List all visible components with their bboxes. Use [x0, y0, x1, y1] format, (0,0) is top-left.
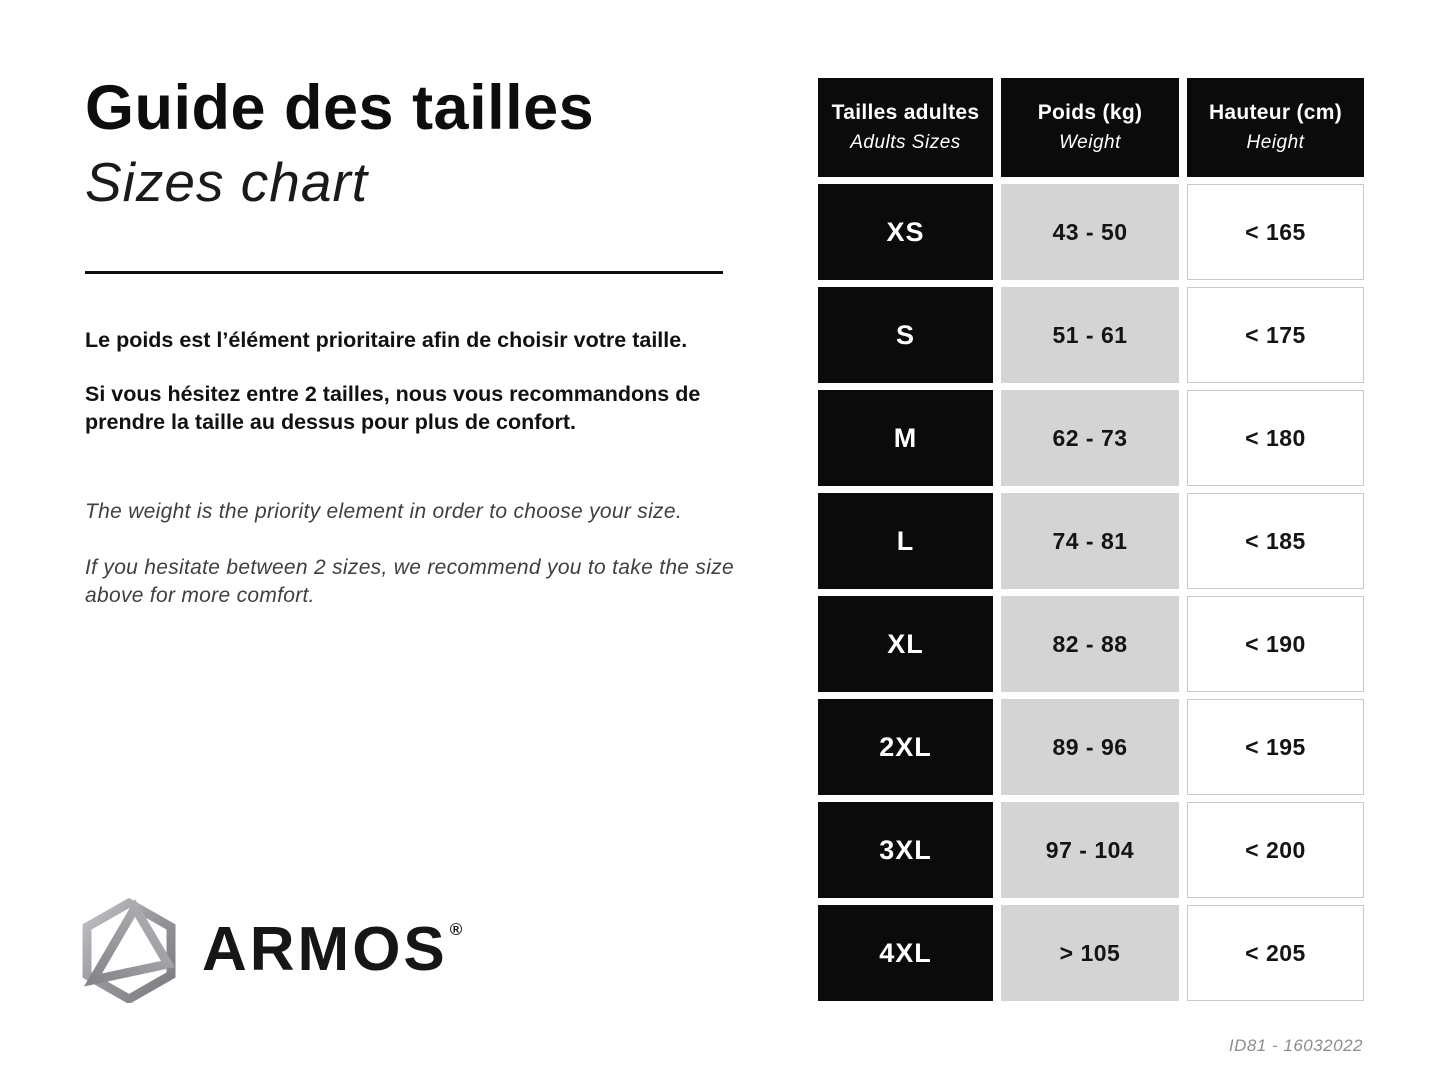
left-column [85, 72, 750, 610]
size-cell: XS [818, 184, 993, 280]
size-cell: M [818, 390, 993, 486]
brand-wordmark [202, 915, 463, 984]
intro-fr-paragraph-2: Si vous hésitez entre 2 tailles, nous vous recommandons de prendre la taille au dessus pour plus de confort. [85, 381, 701, 434]
weight-cell: 51 - 61 [1001, 287, 1179, 383]
brand-name: ARMOS [202, 915, 448, 984]
weight-cell: 82 - 88 [1001, 596, 1179, 692]
intro-en-paragraph-2: If you hesitate between 2 sizes, we recommend you to take the size above for more comfort. [85, 555, 734, 607]
intro-en-paragraph-1: The weight is the priority element in order to choose your size. [85, 499, 682, 523]
intro-fr-paragraph-1: Le poids est l’élément prioritaire afin de choisir votre taille. [85, 327, 688, 352]
header-label-fr: Poids (kg) [1037, 101, 1143, 124]
height-cell: < 195 [1187, 699, 1364, 795]
size-cell: XL [818, 596, 993, 692]
header-label-en: Weight [1059, 132, 1121, 153]
size-cell: 2XL [818, 699, 993, 795]
header-label-fr: Tailles adultes [831, 101, 980, 124]
height-cell: < 200 [1187, 802, 1364, 898]
weight-cell: 89 - 96 [1001, 699, 1179, 795]
divider-line [85, 271, 723, 274]
weight-cell: 43 - 50 [1001, 184, 1179, 280]
table-header-col-2 [1001, 78, 1179, 177]
table-header-col-1 [818, 78, 993, 177]
brand-logo [78, 897, 462, 1003]
header-label-en: Adults Sizes [850, 132, 961, 153]
table-header-col-3 [1187, 78, 1364, 177]
registered-trademark-icon: ® [449, 920, 463, 939]
weight-cell: 62 - 73 [1001, 390, 1179, 486]
height-cell: < 175 [1187, 287, 1364, 383]
size-cell: L [818, 493, 993, 589]
height-cell: < 190 [1187, 596, 1364, 692]
height-cell: < 165 [1187, 184, 1364, 280]
page-title: Guide des tailles [85, 73, 595, 143]
weight-cell: 97 - 104 [1001, 802, 1179, 898]
size-table [818, 78, 1364, 1001]
weight-cell: > 105 [1001, 905, 1179, 1001]
height-cell: < 185 [1187, 493, 1364, 589]
height-cell: < 180 [1187, 390, 1364, 486]
page-subtitle: Sizes chart [85, 151, 369, 214]
header-label-fr: Hauteur (cm) [1208, 101, 1343, 124]
armos-hexagon-triangle-icon [78, 897, 180, 1003]
header-label-en: Height [1246, 132, 1305, 153]
height-cell: < 205 [1187, 905, 1364, 1001]
size-cell: 3XL [818, 802, 993, 898]
size-cell: S [818, 287, 993, 383]
weight-cell: 74 - 81 [1001, 493, 1179, 589]
size-cell: 4XL [818, 905, 993, 1001]
document-id: ID81 - 16032022 [1228, 1036, 1363, 1055]
